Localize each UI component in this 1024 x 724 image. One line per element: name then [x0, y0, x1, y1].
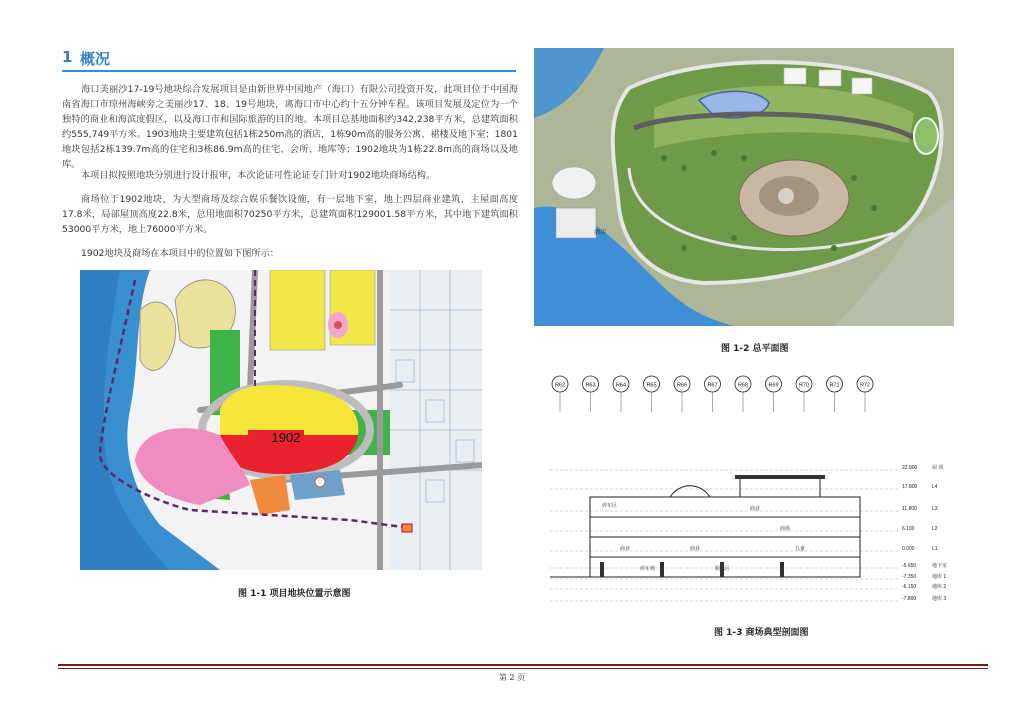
page-number: 第 2 页 — [498, 673, 526, 682]
level-elevation: 11.800 — [902, 506, 917, 512]
level-elevation: -7.350 — [902, 574, 917, 580]
figure-1-3-caption: 图 1-3 商场典型剖面图 — [714, 628, 809, 638]
level-name: L4 — [932, 484, 938, 490]
grid-label: R67 — [707, 382, 718, 389]
section-title: 概况 — [80, 50, 111, 68]
footer-rule-thin — [58, 668, 988, 669]
room-label: 商场 — [780, 526, 791, 532]
level-elevation: 17.800 — [902, 484, 918, 490]
grid-label: R72 — [859, 382, 871, 389]
level-name: 地库 3 — [932, 596, 947, 602]
grid-label: R63 — [585, 382, 596, 389]
paragraph-scope: 本项目拟按照地块分别进行设计报审，本次论证可性论证专门针对1902地块商场结构。 — [81, 170, 436, 181]
paragraph-mall: 商场位于1902地块，为大型商场及综合娱乐餐饮设施，有一层地下室，地上四层商业建筑，主屋面高度17.8米，局部屋顶高度22.8米，总用地面积70250平方米，总建筑面积129001.58平方米，其中地下建筑面积53000平方米，地上76000平方米。 — [62, 194, 518, 235]
level-elevation: 6.100 — [902, 526, 915, 532]
footer-rule — [58, 664, 988, 666]
grid-label: R65 — [646, 382, 657, 389]
hotel-label: 酒店 — [594, 230, 607, 236]
grid-label: R69 — [768, 382, 779, 389]
level-elevation: 22.800 — [902, 465, 918, 471]
grid-label: R68 — [737, 382, 749, 389]
figure-1-1-caption: 图 1-1 项目地块位置示意图 — [238, 589, 351, 599]
grid-label: R71 — [829, 382, 840, 389]
room-label: 儿童 — [795, 546, 806, 552]
level-name: 地库 1 — [932, 574, 947, 580]
grid-label: R64 — [615, 382, 627, 389]
level-name: L1 — [932, 546, 938, 552]
figure-1-2-caption: 图 1-2 总平面图 — [721, 344, 789, 354]
grid-label: R70 — [798, 382, 810, 389]
section-number: 1 — [62, 48, 73, 66]
level-elevation: -6.150 — [902, 584, 917, 590]
grid-label: R66 — [676, 382, 688, 389]
mall-section-drawing — [540, 372, 970, 618]
master-plan-image — [534, 48, 954, 326]
room-label: 商业 — [750, 506, 761, 512]
level-name: L2 — [932, 526, 938, 532]
site-location-map — [80, 270, 482, 570]
level-elevation: 0.000 — [902, 546, 915, 552]
room-label: 商业 — [620, 546, 631, 552]
level-name: 屋 顶 — [932, 465, 944, 471]
room-label: 停车场 — [640, 566, 656, 572]
room-label: 停车区 — [602, 503, 618, 509]
paragraph-figure-intro: 1902地块及商场在本项目中的位置如下图所示： — [81, 248, 279, 259]
level-name: 地库 2 — [932, 584, 947, 590]
level-elevation: -5.650 — [902, 563, 917, 569]
grid-label: R62 — [554, 382, 566, 389]
paragraph-overview: 海口美丽沙17-19号地块综合发展项目是由新世界中国地产（海口）有限公司投资开发，此项目位于中国海南省海口市琼州海峡旁之美丽沙17、18、19号地块，离海口市中心约十五分钟车程。该项目发展及定位为一个独特的商业和海滨度假区，以及海口市和国际旅游的目的地。本项目总基地面积约342,238平方米，总建筑面积约555,749平方米。1903地块主要建筑包括1栋250m高的酒店，1栋90m高的服务公寓、裙楼及地下室；1801地块包括2栋139.7m高的住宅和3栋86.9m高的住宅、会所、地库等；1902地块为1栋22.8m高的商场以及地库。 — [62, 84, 518, 170]
plot-1902-label: 1902 — [271, 430, 301, 445]
room-label: 商业 — [690, 546, 701, 552]
room-label: 娱乐区 — [715, 566, 731, 572]
level-name: L3 — [932, 506, 938, 512]
level-name: 地下室 — [932, 563, 948, 569]
section-heading — [62, 48, 516, 72]
level-elevation: -7.800 — [902, 596, 917, 602]
